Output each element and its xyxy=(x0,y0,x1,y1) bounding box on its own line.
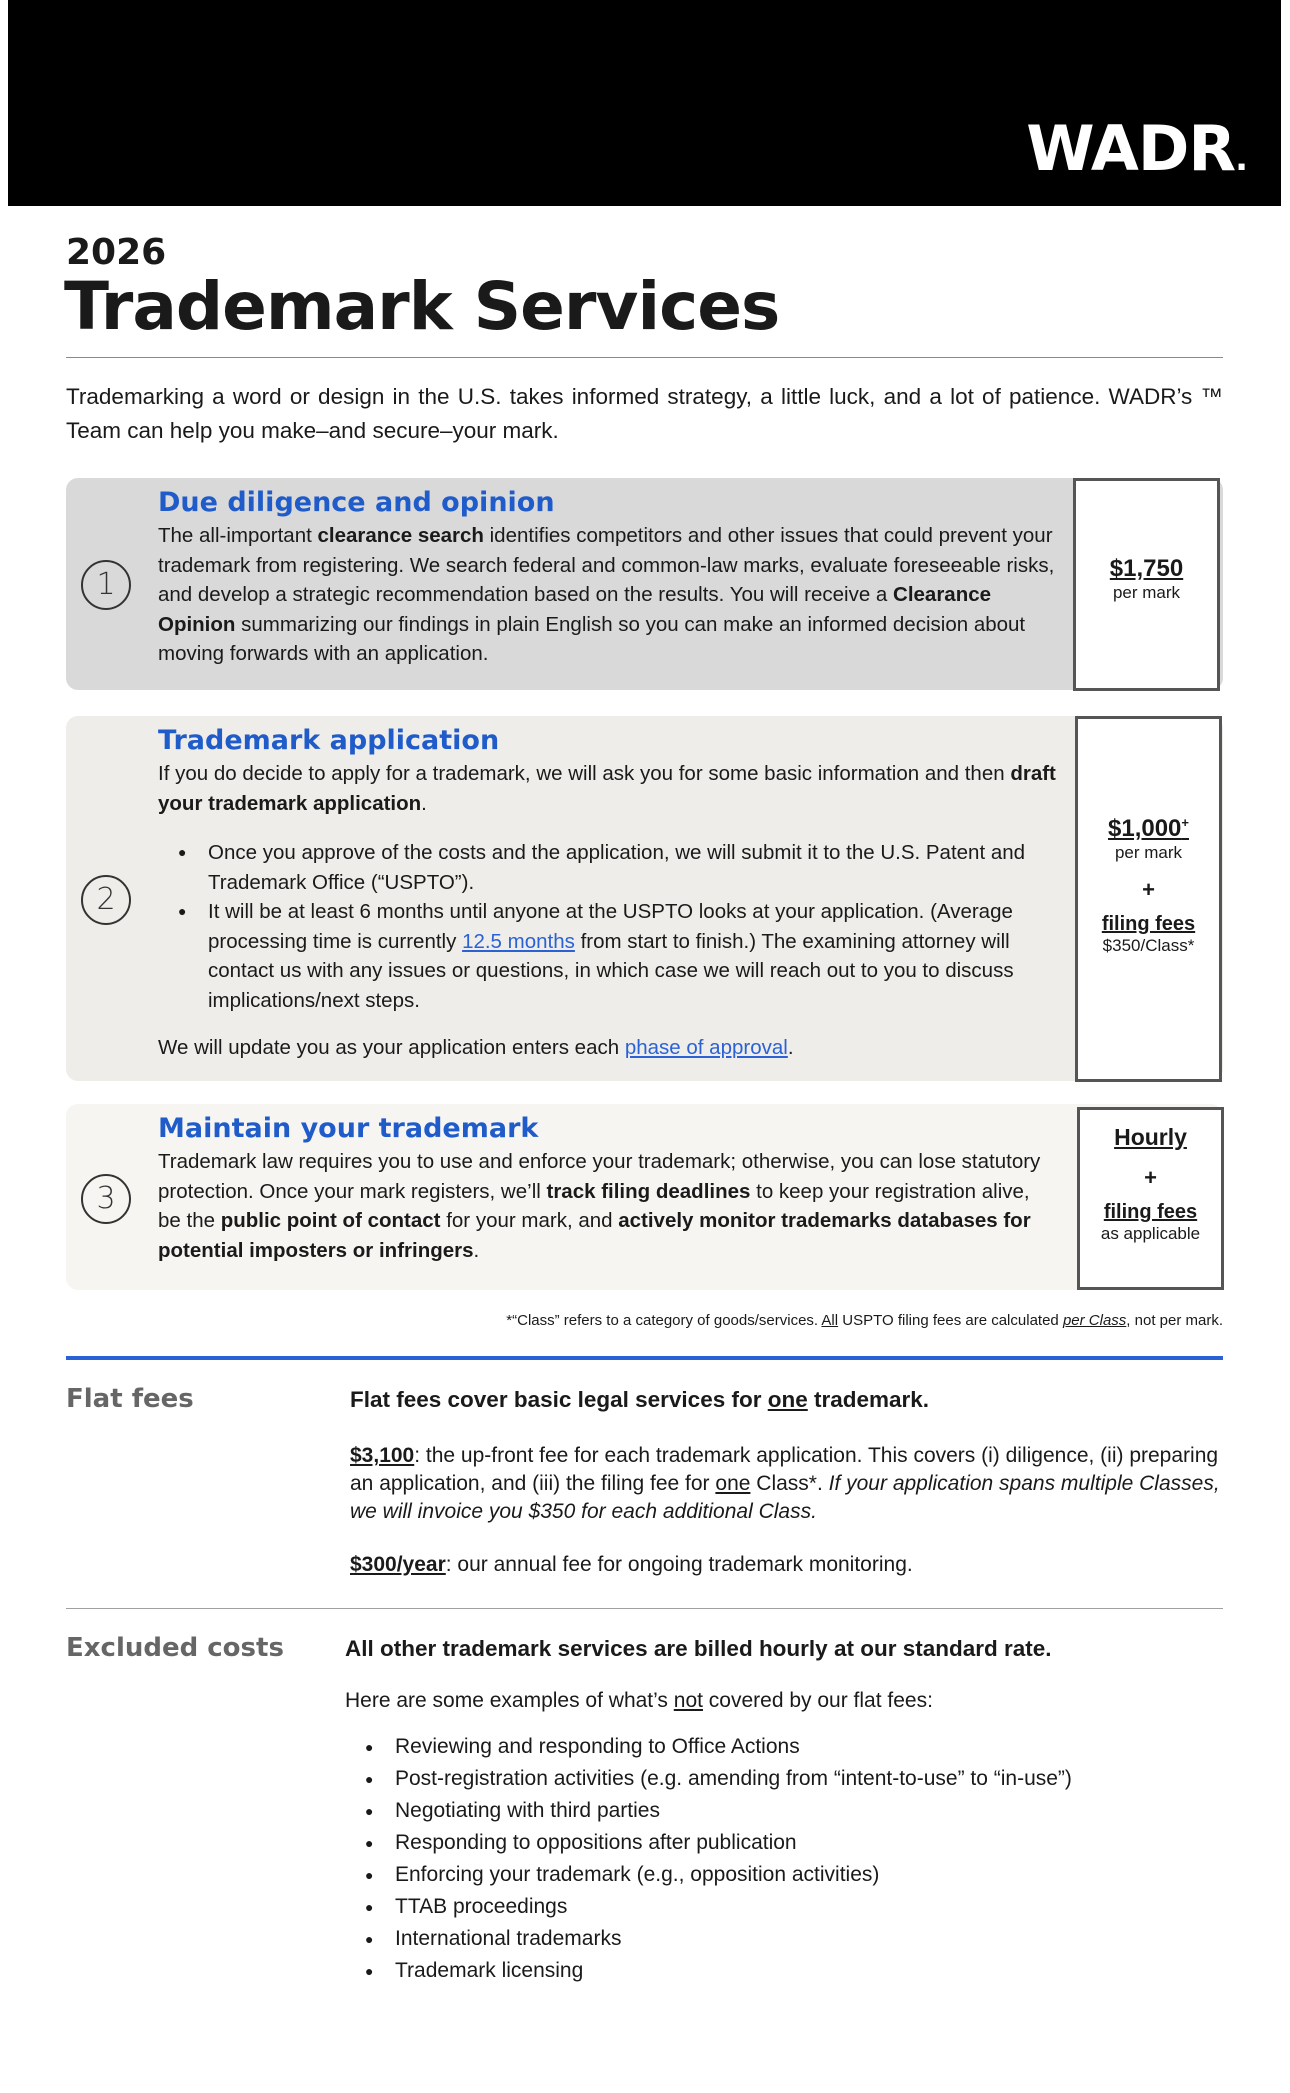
price-box-maintain xyxy=(1077,1107,1224,1290)
list-item: ● Reviewing and responding to Office Actions xyxy=(395,1731,1223,1763)
step-heading: Trademark application xyxy=(158,725,500,756)
step-description: If you do decide to apply for a trademark, we will ask you for some basic information and then draft your trademark application. xyxy=(158,762,1056,815)
step-card-application xyxy=(66,716,1223,1081)
application-fee-text: $3,100: the up-front fee for each trademark application. This covers (i) diligence, (ii) preparing an application, and (iii) the filing fee for one Class*. If your application spans multiple Classes, we will invoice you $350 for each additional Class. xyxy=(350,1444,1220,1523)
price-amount: $1,750 xyxy=(1109,555,1184,582)
class-footnote: *“Class” refers to a category of goods/services. All USPTO filing fees are calculated per Class, not per mark. xyxy=(506,1312,1223,1329)
step-card-due-diligence xyxy=(66,478,1223,690)
section-divider-gray xyxy=(66,1608,1223,1609)
list-item: ● TTAB proceedings xyxy=(395,1891,1223,1923)
document-year: 2026 xyxy=(66,232,167,273)
filing-fees-label: filing fees xyxy=(1103,1201,1198,1223)
processing-time-link[interactable]: 12.5 months xyxy=(462,929,575,953)
page-title: Trademark Services xyxy=(64,268,780,345)
excluded-heading: All other trademark services are billed hourly at our standard rate. xyxy=(345,1636,1052,1661)
excluded-costs-body xyxy=(345,1635,1223,1987)
step-update-note: We will update you as your application enters each phase of approval. xyxy=(158,1036,794,1059)
price-box-application xyxy=(1075,716,1222,1082)
list-item: ● Responding to oppositions after publication xyxy=(395,1827,1223,1859)
flat-fees-body xyxy=(350,1386,1223,1579)
list-item: ● Post-registration activities (e.g. amending from “intent-to-use” to “in-use”) xyxy=(395,1763,1223,1795)
step-number-badge: 3 xyxy=(81,1174,131,1224)
filing-fees-amount: $350/Class* xyxy=(1102,936,1195,955)
step-number-badge: 2 xyxy=(81,875,131,925)
list-item: ● Negotiating with third parties xyxy=(395,1795,1223,1827)
flat-fees-heading: Flat fees cover basic legal services for one trademark. xyxy=(350,1387,930,1412)
step-description: Trademark law requires you to use and enforce your trademark; otherwise, you can lose statutory protection. Once your mark registers, we’ll track filing deadlines to keep your registration alive, be the public point of contact for your mark, and actively monitor trademarks databases for potential imposters or infringers. xyxy=(158,1150,1041,1262)
plus-sign: + xyxy=(1144,1165,1157,1190)
step-description: The all-important clearance search identifies competitors and other issues that could prevent your trademark from registering. We search federal and common-law marks, evaluate foreseeable risks, and develop a strategic recommendation based on the results. You will receive a Clearance Opinion summarizing our findings in plain English so you can make an informed decision about moving forwards with an application. xyxy=(158,524,1055,665)
step-heading: Due diligence and opinion xyxy=(158,487,555,518)
filing-fees-label: filing fees xyxy=(1101,913,1196,935)
step-card-maintain xyxy=(66,1104,1223,1290)
step-body xyxy=(158,486,1058,669)
excluded-list xyxy=(345,1731,1223,1987)
phase-of-approval-link[interactable]: phase of approval xyxy=(624,1036,788,1059)
filing-fees-note: as applicable xyxy=(1100,1224,1201,1243)
excluded-intro: Here are some examples of what’s not covered by our flat fees: xyxy=(345,1689,933,1712)
step-body xyxy=(158,1112,1058,1265)
excluded-costs-label: Excluded costs xyxy=(66,1633,284,1663)
price-unit: per mark xyxy=(1112,583,1181,602)
list-item: ● International trademarks xyxy=(395,1923,1223,1955)
intro-paragraph: Trademarking a word or design in the U.S. takes informed strategy, a little luck, and a lot of patience. WADR’s ™ Team can help you make–and secure–your mark. xyxy=(66,384,1223,443)
title-divider xyxy=(66,357,1223,358)
header-bar xyxy=(8,0,1281,206)
list-item: ● It will be at least 6 months until anyone at the USPTO looks at your application. (Average processing time is currently 12.5 months from start to finish.) The examining attorney will contact us with any issues or questions, in which case we will reach out to you to discuss implications/next steps. xyxy=(208,897,1058,1015)
list-item: ● Trademark licensing xyxy=(395,1955,1223,1987)
wadr-logo: WADR. xyxy=(1026,112,1247,185)
price-unit: per mark xyxy=(1114,843,1183,862)
step-number-badge: 1 xyxy=(81,560,131,610)
price-amount: $1,000+ xyxy=(1108,815,1189,842)
flat-fees-label: Flat fees xyxy=(66,1384,194,1414)
monitoring-fee-text: $300/year: our annual fee for ongoing trademark monitoring. xyxy=(350,1553,913,1576)
step-heading: Maintain your trademark xyxy=(158,1113,539,1144)
price-amount: Hourly xyxy=(1114,1124,1187,1150)
step-body xyxy=(158,724,1058,1063)
plus-sign: + xyxy=(1142,877,1155,902)
list-item: ● Enforcing your trademark (e.g., opposition activities) xyxy=(395,1859,1223,1891)
section-divider xyxy=(66,1356,1223,1360)
step-bullets xyxy=(158,838,1058,1015)
price-box-due-diligence xyxy=(1073,478,1220,691)
list-item: ● Once you approve of the costs and the application, we will submit it to the U.S. Patent and Trademark Office (“USPTO”). xyxy=(208,838,1058,897)
